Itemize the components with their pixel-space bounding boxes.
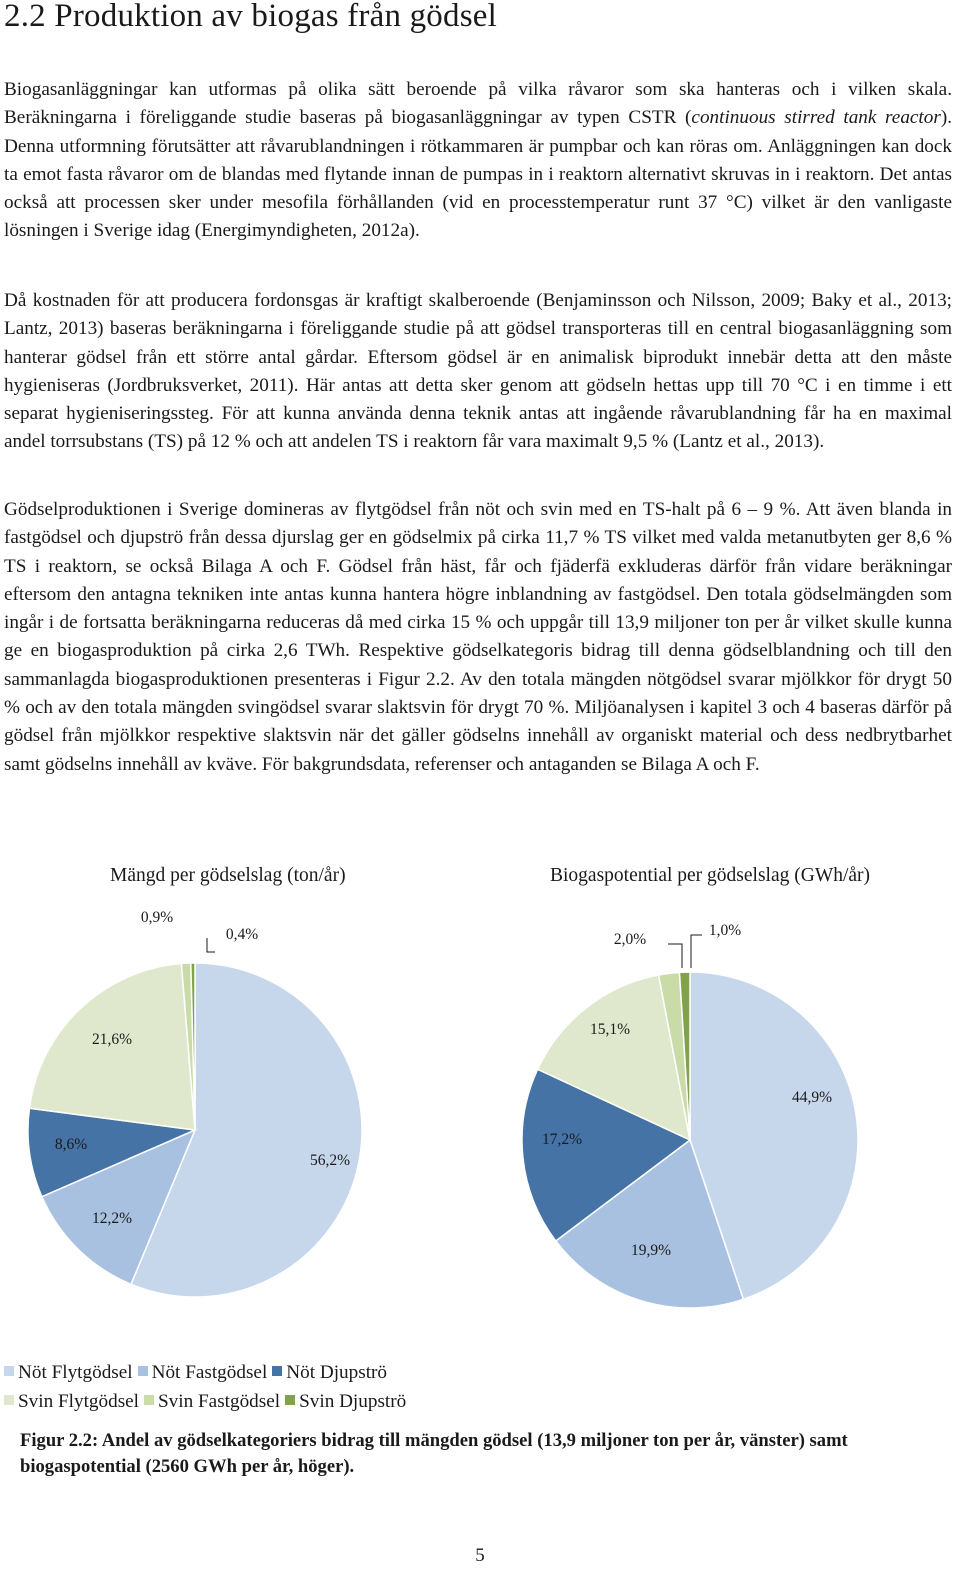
section-heading: 2.2 Produktion av biogas från gödsel <box>4 0 497 34</box>
paragraph-1-text-b: ). Denna utformning förutsätter att råvarublandningen i rötkammaren är pumpbar och kan röras om. Anläggningen kan dock ta emot fasta råvaror om de blandas med flytande innan de pumpas in i reaktorn alternativt skruvas in i reaktorn. Det antas också att processen sker under mesofila förhållanden (vid en processtemperatur runt 37 °C) vilket är den vanligaste lösningen i Sverige idag (Energimyndigheten, 2012a). <box>4 107 953 242</box>
pie-leader-line-svin-djupstro <box>691 935 702 968</box>
pie-label-svin-flytgodsel: 21,6% <box>91 1031 133 1048</box>
legend-row-1 <box>4 1358 411 1387</box>
pie-charts <box>0 900 960 1320</box>
chart-title-right: Biogaspotential per gödselslag (GWh/år) <box>550 865 871 886</box>
chart-legend <box>4 1358 411 1416</box>
legend-label-not-djupstro: Nöt Djupströ <box>286 1361 388 1383</box>
pie-label-not-djupstro: 8,6% <box>54 1136 88 1153</box>
paragraph-1 <box>4 76 952 246</box>
pie-label-not-fastgodsel: 12,2% <box>91 1210 133 1227</box>
legend-item-not-flytgodsel <box>4 1362 133 1384</box>
legend-swatch-not-fastgodsel <box>138 1366 148 1376</box>
legend-label-not-fastgodsel: Nöt Fastgödsel <box>151 1361 268 1383</box>
pie-label-svin-flytgodsel: 15,1% <box>589 1021 631 1038</box>
legend-label-svin-flytgodsel: Svin Flytgödsel <box>18 1390 140 1412</box>
pie-label-not-fastgodsel: 19,9% <box>630 1242 672 1259</box>
pie-label-svin-fastgodsel: 2,0% <box>613 931 647 948</box>
figure-caption: Figur 2.2: Andel av gödselkategoriers bidrag till mängden gödsel (13,9 miljoner ton per år, vänster) samt biogaspotential (2560 GWh per år, höger). <box>20 1430 848 1477</box>
pie-label-not-flytgodsel: 56,2% <box>309 1152 351 1169</box>
legend-swatch-not-djupstro <box>272 1366 282 1376</box>
legend-label-svin-djupstro: Svin Djupströ <box>299 1390 407 1412</box>
legend-label-svin-fastgodsel: Svin Fastgödsel <box>158 1390 281 1412</box>
paragraph-3: Gödselproduktionen i Sverige domineras av flytgödsel från nöt och svin med en TS-halt på 6 – 9 %. Att även blanda in fastgödsel och djupströ från dessa djurslag ger en gödselmix på cirka 11,7 % TS vilket med valda metanutbyten ger 8,6 % TS i reaktorn, se också Bilaga A och F. Gödsel från häst, får och fjäderfä exkluderas därför från vidare beräkningar eftersom den antagna tekniken inte antas kunna hantera högre inblandning av fastgödsel. Den totala gödselmängden som ingår i de fortsatta beräkningarna reduceras då med cirka 15 % och uppgår till 13,9 miljoner ton per år vilket skulle kunna ge en biogasproduktion på cirka 2,6 TWh. Respektive gödselkategoris bidrag till denna gödselblandning och till den sammanlagda biogasproduktionen presenteras i Figur 2.2. Av den totala mängden nötgödsel svarar mjölkkor för drygt 50 % och av den totala mängden svingödsel svarar slaktsvin för drygt 70 %. Miljöanalysen i kapitel 3 och 4 baseras därför på gödsel från mjölkkor respektive slaktsvin när det gäller gödselns innehåll av organiskt material och dess nedbrytbarhet samt gödselns innehåll av kväve. För bakgrundsdata, referenser och antaganden se Bilaga A och F. <box>4 499 952 775</box>
chart-title-left: Mängd per gödselslag (ton/år) <box>110 865 346 886</box>
legend-label-not-flytgodsel: Nöt Flytgödsel <box>18 1361 133 1383</box>
legend-swatch-svin-djupstro <box>285 1395 295 1405</box>
pie-label-svin-djupstro: 1,0% <box>708 922 742 939</box>
paragraph-1-italic: continuous stirred tank reactor <box>691 107 941 129</box>
pie-chart-right <box>522 922 858 1308</box>
pie-chart-left <box>28 909 362 1297</box>
pie-label-not-flytgodsel: 44,9% <box>791 1089 833 1106</box>
pie-label-svin-fastgodsel: 0,9% <box>140 909 174 926</box>
page-number: 5 <box>475 1545 485 1566</box>
pie-leader-line-svin-djupstro <box>207 938 215 952</box>
legend-item-not-fastgodsel <box>138 1362 268 1384</box>
paragraph-1-text-a: Biogasanläggningar kan utformas på olika sätt beroende på vilka råvaror som ska hanteras och i vilken skala. Beräkningarna i föreliggande studie baseras på biogasanläggningar av typen CSTR ( <box>4 79 952 129</box>
legend-swatch-svin-fastgodsel <box>144 1395 154 1405</box>
pie-leader-line-svin-fastgodsel <box>668 944 682 968</box>
legend-row-2 <box>4 1387 411 1416</box>
legend-swatch-svin-flytgodsel <box>4 1395 14 1405</box>
paragraph-2: Då kostnaden för att producera fordonsgas är kraftigt skalberoende (Benjaminsson och Nilsson, 2009; Baky et al., 2013; Lantz, 2013) baseras beräkningarna i föreliggande studie på att gödsel transporteras till en central biogasanläggning som hanterar gödsel från ett större antal gårdar. Eftersom gödsel är en animalisk biprodukt innebär detta att den måste hygieniseras (Jordbruksverket, 2011). Här antas att detta sker genom att gödseln hettas upp till 70 °C i en timme i ett separat hygieniseringssteg. För att kunna använda denna teknik antas att ingående råvarublandning får ha en maximal andel torrsubstans (TS) på 12 % och att andelen TS i reaktorn får vara maximalt 9,5 % (Lantz et al., 2013). <box>4 290 952 453</box>
legend-swatch-not-flytgodsel <box>4 1366 14 1376</box>
legend-item-svin-djupstro <box>285 1391 406 1413</box>
pie-label-svin-djupstro: 0,4% <box>225 926 259 943</box>
legend-item-svin-fastgodsel <box>144 1391 280 1413</box>
legend-item-not-djupstro <box>272 1362 387 1384</box>
legend-item-svin-flytgodsel <box>4 1391 139 1413</box>
pie-label-not-djupstro: 17,2% <box>541 1131 583 1148</box>
